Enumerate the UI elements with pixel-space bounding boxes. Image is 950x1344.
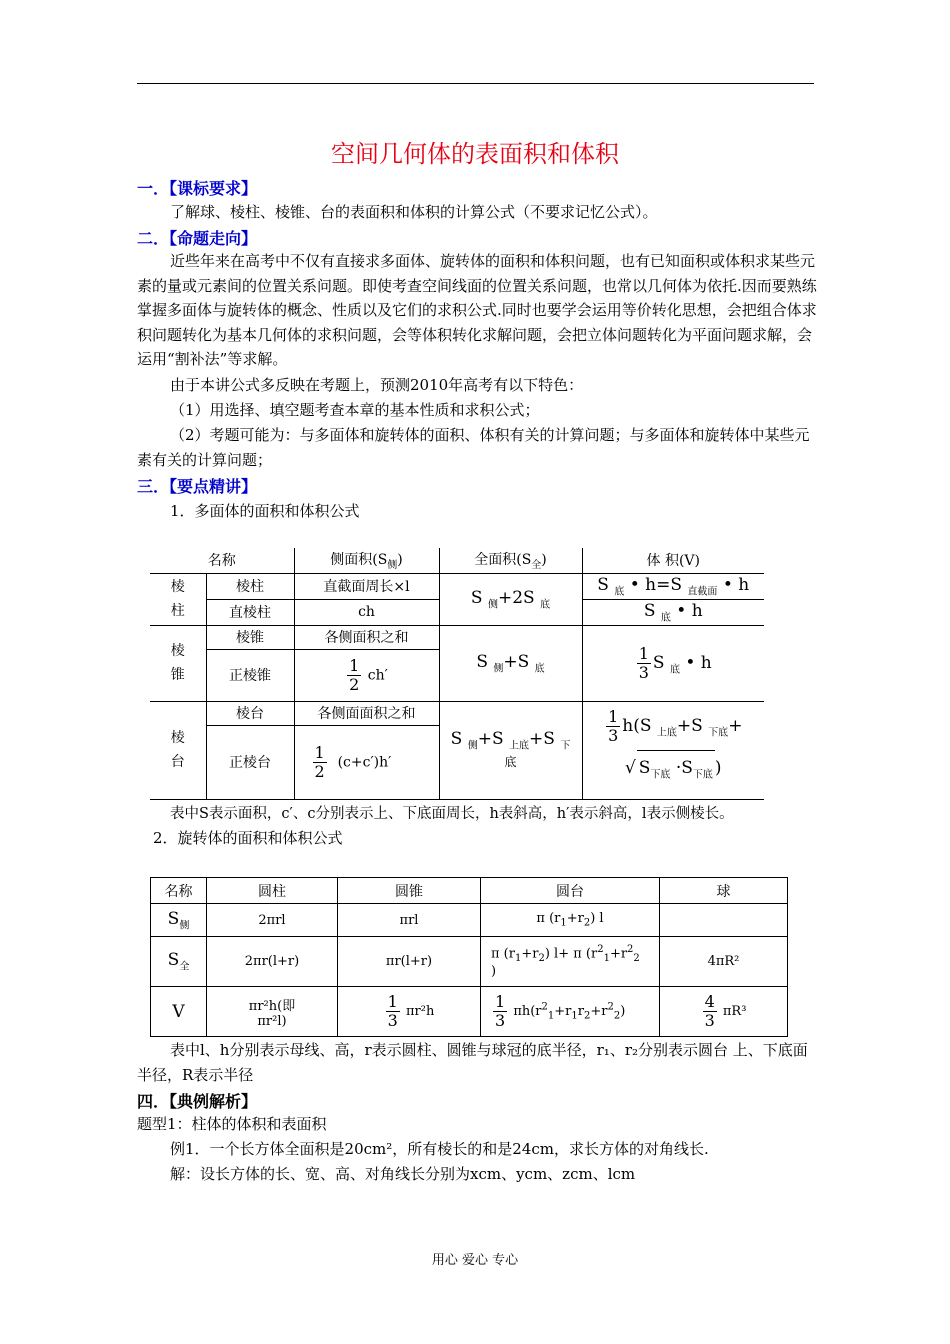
- prism-volume: S $_底$ • h=S $_{直截面}$ • h: [582, 573, 764, 599]
- t2-row-total: $S_全$: [151, 937, 207, 987]
- cylinder-total: 2πr(l+r): [207, 937, 338, 987]
- t2-row-lateral: $S_侧$: [151, 904, 207, 937]
- section2-para1: 近些年来在高考中不仅有直接求多面体、旋转体的面积和体积问题，也有已知面积或体积求某些元素的量或元素间的位置关系问题。即使考查空间线面的位置关系问题，也常以几何体为依托.因而要熟练掌握多面体与旋转体的概念、性质以及它们的求积公式.同时也要学会运用等价转化思想，会把组合体求积问题转化为基本几何体的求积问题，会等体积转化求解问题，会把立体问题转化为平面问题求解，会运用“割补法”等求解。: [137, 252, 817, 368]
- frustum-volume: $\frac{1}{3}$ h(S $_{上底}$+S $_{下底}$+ √ $S_{下底} \cdot S_{下底}$ ): [582, 701, 764, 799]
- rotational-formula-table: [150, 877, 788, 1037]
- cone-volume: $\frac{1}{3}$ πr²h: [338, 987, 481, 1037]
- row-right-prism: 直棱柱: [206, 599, 294, 625]
- polyhedra-formula-table: [150, 548, 764, 800]
- section2-para2: 由于本讲公式多反映在考题上，预测2010年高考有以下特色：: [170, 376, 584, 394]
- table2-note: 表中l、h分别表示母线、高，r表示圆柱、圆锥与球冠的底半径，r₁、r₂分别表示圆台 上、下底面半径，R表示半径: [137, 1041, 808, 1084]
- cone-total: πr(l+r): [338, 937, 481, 987]
- frustum-lateral-rot: π $(r_1+r_2)$ l: [481, 904, 660, 937]
- prism-total: S $_侧$+2S $_底$: [439, 573, 582, 625]
- t2-header-cylinder: 圆柱: [207, 878, 338, 904]
- group-prism: 棱柱: [150, 573, 206, 625]
- section-heading-3: 三．【要点精讲】: [137, 477, 258, 496]
- frustum-total-rot: π $(r_1+r_2)$ l+ π ($r^2_1+r^2_2$ ): [481, 937, 660, 987]
- prism-lateral: 直截面周长×l: [294, 573, 439, 599]
- t2-header-frustum: 圆台: [481, 878, 660, 904]
- header-name: 名称: [150, 548, 294, 573]
- pyramid-volume: $\frac{1}{3}$ S $_底$ • h: [582, 625, 764, 701]
- row-frustum: 棱台: [206, 701, 294, 725]
- example-1: 例1．一个长方体全面积是20cm²，所有棱长的和是24cm，求长方体的对角线长.: [170, 1140, 709, 1158]
- header-total: 全面积$(S_全)$: [439, 548, 582, 573]
- right-frustum-lateral: $\frac{1}{2}$ (c+c′)h′: [294, 725, 439, 799]
- section-heading-1: 一．【课标要求】: [137, 179, 258, 198]
- section2-item1: （1）用选择、填空题考查本章的基本性质和求积公式；: [170, 401, 540, 419]
- fraction-four-third: $\frac{4}{3}$: [704, 992, 715, 1030]
- row-right-frustum: 正棱台: [206, 725, 294, 799]
- t2-header-name: 名称: [151, 878, 207, 904]
- pyramid-total: S $_侧$+S $_底$: [439, 625, 582, 701]
- fraction-one-third: $\frac{1}{3}$: [638, 643, 649, 682]
- right-prism-volume: S $_底$ • h: [582, 599, 764, 625]
- right-prism-lateral: ch: [294, 599, 439, 625]
- subsection-polyhedra: 1．多面体的面积和体积公式: [170, 502, 360, 520]
- t2-header-cone: 圆锥: [338, 878, 481, 904]
- fraction-one-third-c: $\frac{1}{3}$: [387, 992, 398, 1030]
- sphere-volume: $\frac{4}{3}$ πR³: [660, 987, 788, 1037]
- top-rule: [137, 83, 814, 84]
- sphere-lateral: [660, 904, 788, 937]
- fraction-one-half-b: $\frac{1}{2}$: [314, 742, 325, 781]
- header-volume: 体 积(V): [582, 548, 764, 573]
- problem-type-1: 题型1：柱体的体积和表面积: [137, 1115, 327, 1133]
- solution-1: 解：设长方体的长、宽、高、对角线长分别为xcm、ycm、zcm、lcm: [170, 1165, 636, 1183]
- section-heading-2: 二．【命题走向】: [137, 229, 258, 248]
- frustum-total: S $_侧$+S $_{上底}$+S $_下$ 底: [439, 701, 582, 799]
- table1-note: 表中S表示面积，c′、c分别表示上、下底面周长，h表斜高，h′表示斜高，l表示侧棱长。: [170, 806, 734, 822]
- row-pyramid: 棱锥: [206, 625, 294, 649]
- page-title: 空间几何体的表面积和体积: [331, 140, 619, 168]
- sphere-total: 4πR²: [660, 937, 788, 987]
- fraction-one-half: $\frac{1}{2}$: [349, 655, 360, 694]
- right-pyramid-lateral: $\frac{1}{2}$ ch′: [294, 649, 439, 701]
- row-prism: 棱柱: [206, 573, 294, 599]
- group-frustum: 棱台: [150, 701, 206, 799]
- group-pyramid: 棱锥: [150, 625, 206, 701]
- t2-header-sphere: 球: [660, 878, 788, 904]
- fraction-one-third-b: $\frac{1}{3}$: [608, 706, 619, 745]
- subsection-rotational: 2．旋转体的面积和体积公式: [153, 829, 343, 847]
- section-heading-4: 四．【典例解析】: [137, 1092, 258, 1111]
- section2-item2-text: （2）考题可能为：与多面体和旋转体的面积、体积有关的计算问题；与多面体和旋转体中某些元素有关的计算问题；: [137, 426, 810, 469]
- fraction-one-third-d: $\frac{1}{3}$: [495, 992, 506, 1030]
- frustum-volume-rot: $\frac{1}{3}$ $\pi h(r^2_1+r_1r_2+r^2_2)$: [481, 987, 660, 1037]
- cone-lateral: πrl: [338, 904, 481, 937]
- pyramid-lateral: 各侧面积之和: [294, 625, 439, 649]
- section1-text: 了解球、棱柱、棱锥、台的表面积和体积的计算公式（不要求记忆公式）。: [170, 203, 658, 221]
- cylinder-volume: πr²h(即 πr²l): [207, 987, 338, 1037]
- header-lateral: 侧面积$(S_侧)$: [294, 548, 439, 573]
- frustum-lateral: 各侧面面积之和: [294, 701, 439, 725]
- t2-row-volume: V: [151, 987, 207, 1037]
- row-right-pyramid: 正棱锥: [206, 649, 294, 701]
- cylinder-lateral: 2πrl: [207, 904, 338, 937]
- section2-item2: [137, 423, 817, 472]
- page-footer: 用心 爱心 专心: [431, 1253, 519, 1268]
